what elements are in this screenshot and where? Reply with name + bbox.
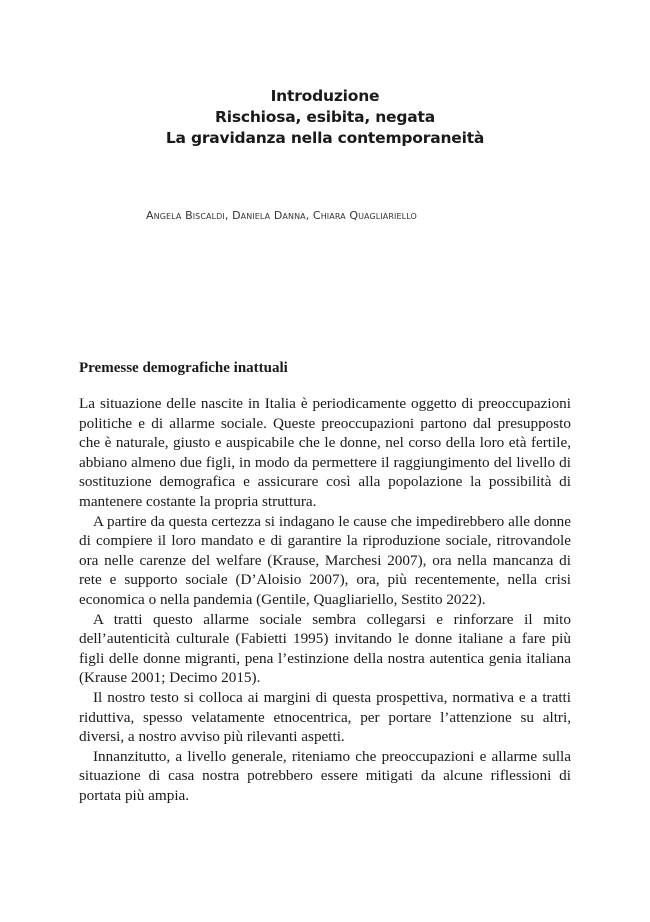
title-line-3: La gravidanza nella contemporaneità [165,129,485,147]
body-text [79,394,571,805]
chapter-title [0,86,650,149]
paragraph-4: Il nostro testo si colloca ai margini di questa prospettiva, normativa e a tratti riduttiva, spesso velatamente etnocentrica, per portare l’attenzione su altri, diversi, a nostro avviso più rilevanti aspetti. [79,688,571,746]
paragraph-1: La situazione delle nascite in Italia è periodicamente oggetto di preoccupazioni politiche e di allarme sociale. Queste preoccupazioni partono dal presupposto che è naturale, giusto e auspicabile che le donne, nel corso della loro età fertile, abbiano almeno due figli, in modo da permettere il raggiungimento del livello di sostituzione demografica e assicurare così alla popolazione la possibilità di mantenere costante la propria struttura. [79,395,571,510]
title-line-2: Rischiosa, esibita, negata [214,108,435,126]
paragraph-3: A tratti questo allarme sociale sembra collegarsi e rinforzare il mito dell’autenticità culturale (Fabietti 1995) invitando le donne italiane a fare più figli delle donne migranti, pena l’estinzione della nostra autentica genia italiana (Krause 2001; Decimo 2015). [79,610,571,687]
title-line-1: Introduzione [270,87,380,105]
authors-line: Angela Biscaldi, Daniela Danna, Chiara Quagliariello [146,209,417,222]
section-heading: Premesse demografiche inattuali [79,360,288,376]
paragraph-5: Innanzitutto, a livello generale, riteniamo che preoccupazioni e allarme sulla situazione di casa nostra potrebbero essere mitigati da alcune riflessioni di portata più ampia. [79,747,571,804]
paragraph-2: A partire da questa certezza si indagano le cause che impedirebbero alle donne di compiere il loro mandato e di garantire la riproduzione sociale, ritrovandole ora nelle carenze del welfare (Krause, Marchesi 2007), ora nella mancanza di rete e supporto sociale (D’Aloisio 2007), ora, più recentemente, nella crisi economica o nella pandemia (Gentile, Quagliariello, Sestito 2022). [79,512,571,608]
